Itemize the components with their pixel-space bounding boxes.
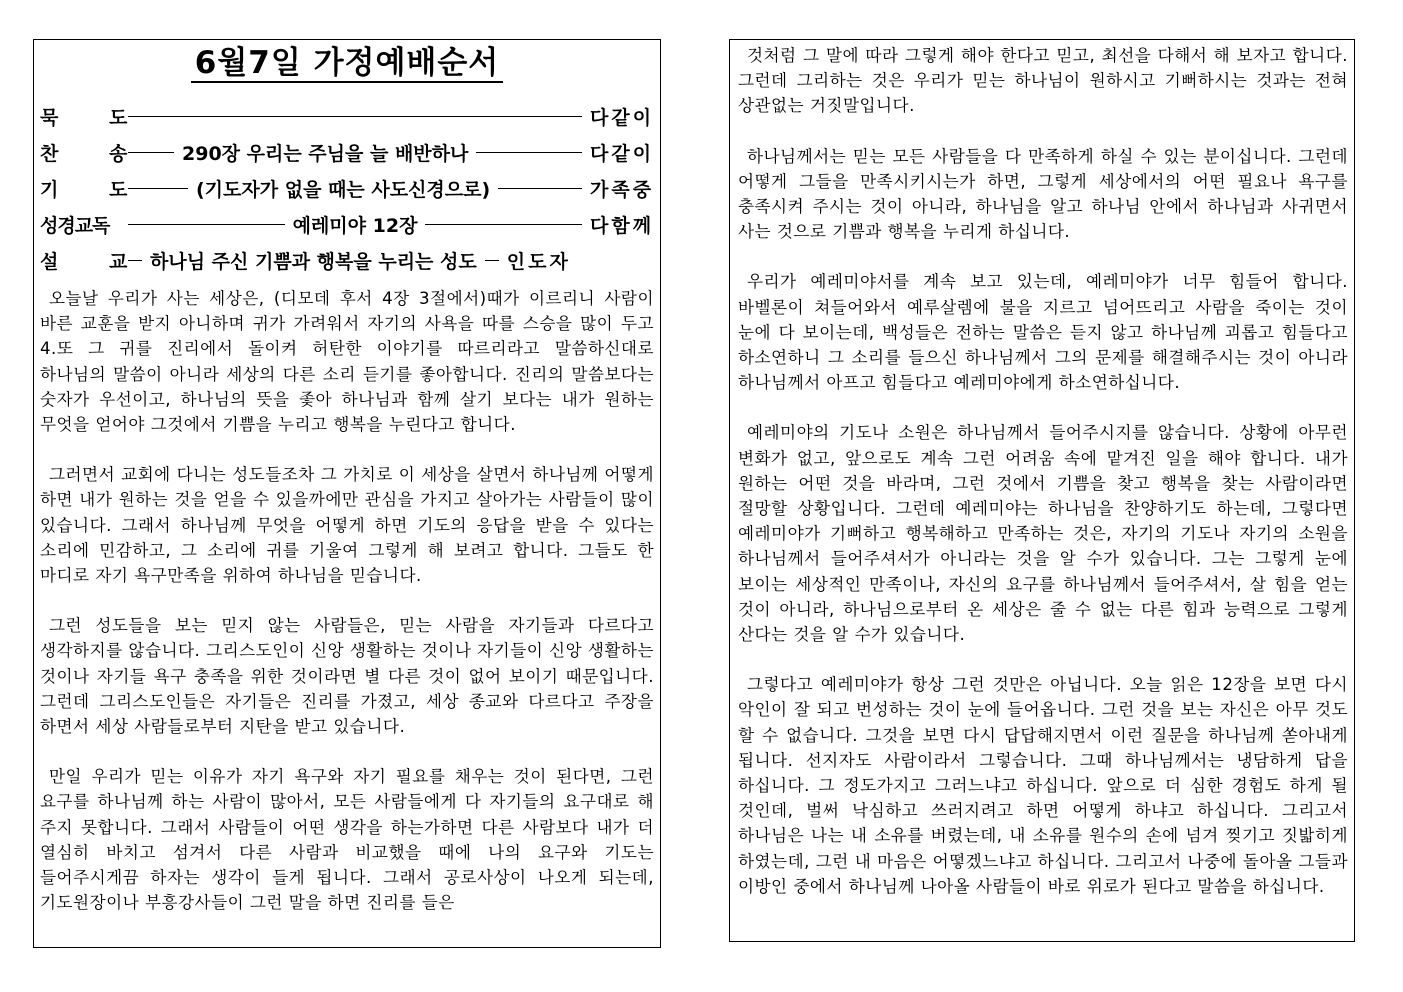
order-who: 가족중 xyxy=(590,178,655,201)
order-content: (기도자가 없을 때는 사도신경으로) xyxy=(196,178,491,201)
order-line xyxy=(498,188,582,189)
order-label: 설 교 xyxy=(40,250,150,273)
order-label: 기 도 xyxy=(40,178,150,201)
order-row-hymn xyxy=(40,134,654,170)
order-label: 성경교독 xyxy=(40,214,110,237)
page-title: 6월7일 가정예배순서 xyxy=(40,42,654,84)
paragraph: 하나님께서는 믿는 모든 사람들을 다 만족하게 하실 수 있는 분이십니다. 그런데 어떻게 그들을 만족시키시는가 하면, 그렇게 세상에서의 어떤 필요나 욕구를 충족시켜 주시는 것이 아니라, 하나님을 알고 하나님 안에서 하나님과 사귀면서 사는 것으로 기쁨과 행복을 누리게 하십니다. xyxy=(738,146,1348,242)
right-page xyxy=(729,39,1355,942)
order-who: 다같이 xyxy=(590,142,655,165)
paragraph: 예레미야의 기도나 소원은 하나님께서 들어주시지를 않습니다. 상황에 아무런 변화가 없고, 앞으로도 계속 그런 어려움 속에 맡겨진 일을 해야 합니다. 내가 원하는 어떤 것을 바라며, 그런 것에서 기쁨을 찾고 행복을 찾는 사람이라면 절망할 상황입니다. 그런데 예레미야는 하나님을 찬양하기도 하는데, 그렇다면 예레미야가 기뻐하고 행복해하고 만족하는 것은, 자기의 기도나 자기의 소원을 하나님께서 들어주셔서가 아니라는 것을 알 수가 있습니다. 그는 그렇게 눈에 보이는 세상적인 만족이나, 자신의 요구를 하나님께서 들어주셔서, 살 힘을 얻는 것이 아니라, 하나님으로부터 온 세상은 줄 수 없는 다른 힘과 능력으로 그렇게 산다는 것을 알 수가 있습니다. xyxy=(738,423,1348,645)
left-page xyxy=(33,39,661,948)
order-row-silent-prayer xyxy=(40,98,654,134)
order-line xyxy=(128,260,142,261)
order-who: 다함께 xyxy=(590,214,655,237)
paragraph: 그러면서 교회에 다니는 성도들조차 그 가치로 이 세상을 살면서 하나님께 어떻게 하면 내가 원하는 것을 얻을 수 있을까에만 관심을 가지고 살아가는 사람들이 많이 있습니다. 그래서 하나님께 무엇을 어떻게 하면 기도의 응답을 받을 수 있다는 소리에 민감하고, 그 소리에 귀를 기울여 그렇게 해 보려고 합니다. 그들도 한 마디로 자기 욕구만족을 위하여 하나님을 믿습니다. xyxy=(40,465,654,586)
order-label: 묵 도 xyxy=(40,106,150,129)
order-line xyxy=(128,224,285,225)
paragraph: 우리가 예레미야서를 계속 보고 있는데, 예레미야가 너무 힘들어 합니다. 바벨론이 쳐들어와서 예루살렘에 불을 지르고 넘어뜨리고 사람을 죽이는 것이 눈에 다 보이는데, 백성들은 전하는 말씀은 듣지 않고 하나님께 괴롭고 힘들다고 하소연하니 그 소리를 들으신 하나님께서 그의 문제를 해결해주시는 것이 아니라 하나님께서 아프고 힘들다고 예레미야에게 하소연하십니다. xyxy=(738,272,1348,393)
order-who: 인도자 xyxy=(506,250,571,273)
order-line xyxy=(485,260,499,261)
paragraph: 오늘날 우리가 사는 세상은, (디모데 후서 4장 3절에서)때가 이르리니 사람이 바른 교훈을 받지 아니하며 귀가 가려워서 자기의 사욕을 따를 스승을 많이 두고 4.또 그 귀를 진리에서 돌이켜 허탄한 이야기를 따르리라고 말씀하신대로 하나님의 말씀이 아니라 세상의 다른 소리 듣기를 좋아합니다. 진리의 말씀보다는 숫자가 우선이고, 하나님의 뜻을 좇아 하나님과 함께 살기 보다는 내가 원하는 무엇을 얻어야 그것에서 기쁨을 누리고 행복을 누린다고 합니다. xyxy=(40,289,654,435)
right-body-text xyxy=(738,43,1348,899)
order-row-sermon xyxy=(40,242,654,278)
paragraph: 그렇다고 예레미야가 항상 그런 것만은 아닙니다. 오늘 읽은 12장을 보면 다시 악인이 잘 되고 번성하는 것이 눈에 들어옵니다. 그런 것을 보는 자신은 아무 것도 할 수 없습니다. 그것을 보면 다시 답답해지면서 이런 질문을 하나님께 쏟아내게 됩니다. 선지자도 사람이라서 그렇습니다. 그때 하나님께서는 냉담하게 답을 하십니다. 그 정도가지고 그러느냐고 하십니다. 앞으로 더 심한 경험도 하게 될 것인데, 벌써 낙심하고 쓰러지려고 하면 어떻게 하냐고 하십니다. 그리고서 하나님은 나는 내 소유를 버렸는데, 내 소유를 원수의 손에 넘겨 찢기고 짓밟히게 하였는데, 그런 내 마음은 어떻겠느냐고 하십니다. 그리고서 나중에 돌아올 그들과 이방인 중에서 하나님께 나아올 사람들이 바로 위로가 된다고 말씀을 하십니다. xyxy=(738,675,1348,896)
order-who: 다같이 xyxy=(590,106,655,129)
order-line xyxy=(128,188,188,189)
order-row-scripture xyxy=(40,206,654,242)
order-row-prayer xyxy=(40,170,654,206)
order-content: 290장 우리는 주님을 늘 배반하나 xyxy=(182,142,469,165)
paragraph: 것처럼 그 말에 따라 그렇게 해야 한다고 믿고, 최선을 다해서 해 보자고 합니다. 그런데 그리하는 것은 우리가 믿는 하나님이 원하시고 기뻐하시는 것과는 전혀 상관없는 거짓말입니다. xyxy=(738,46,1348,116)
order-content: 하나님 주신 기쁨과 행복을 누리는 성도 xyxy=(150,250,477,273)
left-body-text xyxy=(40,286,654,915)
order-line xyxy=(128,116,582,117)
paragraph: 만일 우리가 믿는 이유가 자기 욕구와 자기 필요를 채우는 것이 된다면, 그런 요구를 하나님께 하는 사람이 많아서, 모든 사람들에게 다 자기들의 요구대로 해 주지 못합니다. 그래서 사람들이 어떤 생각을 하는가하면 다른 사람보다 내가 더 열심히 바치고 섬겨서 다른 사람과 비교했을 때에 나의 요구와 기도는 들어주시게끔 하자는 생각이 들게 됩니다. 그래서 공로사상이 나오게 되는데, 기도원장이나 부흥강사들이 그런 말을 하면 진리를 들은 xyxy=(40,767,654,913)
worship-order xyxy=(40,98,654,278)
order-label: 찬 송 xyxy=(40,142,150,165)
order-content: 예레미야 12장 xyxy=(292,214,418,237)
order-line xyxy=(476,152,582,153)
paragraph: 그런 성도들을 보는 믿지 않는 사람들은, 믿는 사람을 자기들과 다르다고 생각하지를 않습니다. 그리스도인이 신앙 생활하는 것이나 자기들이 신앙 생활하는 것이나 자기들 욕구 충족을 위한 것이라면 별 다른 것이 없어 보이기 때문입니다. 그런데 그리스도인들은 자기들은 진리를 가졌고, 세상 종교와 다르다고 주장을 하면서 세상 사람들로부터 지탄을 받고 있습니다. xyxy=(40,616,654,737)
order-line xyxy=(425,224,582,225)
order-line xyxy=(128,152,174,153)
